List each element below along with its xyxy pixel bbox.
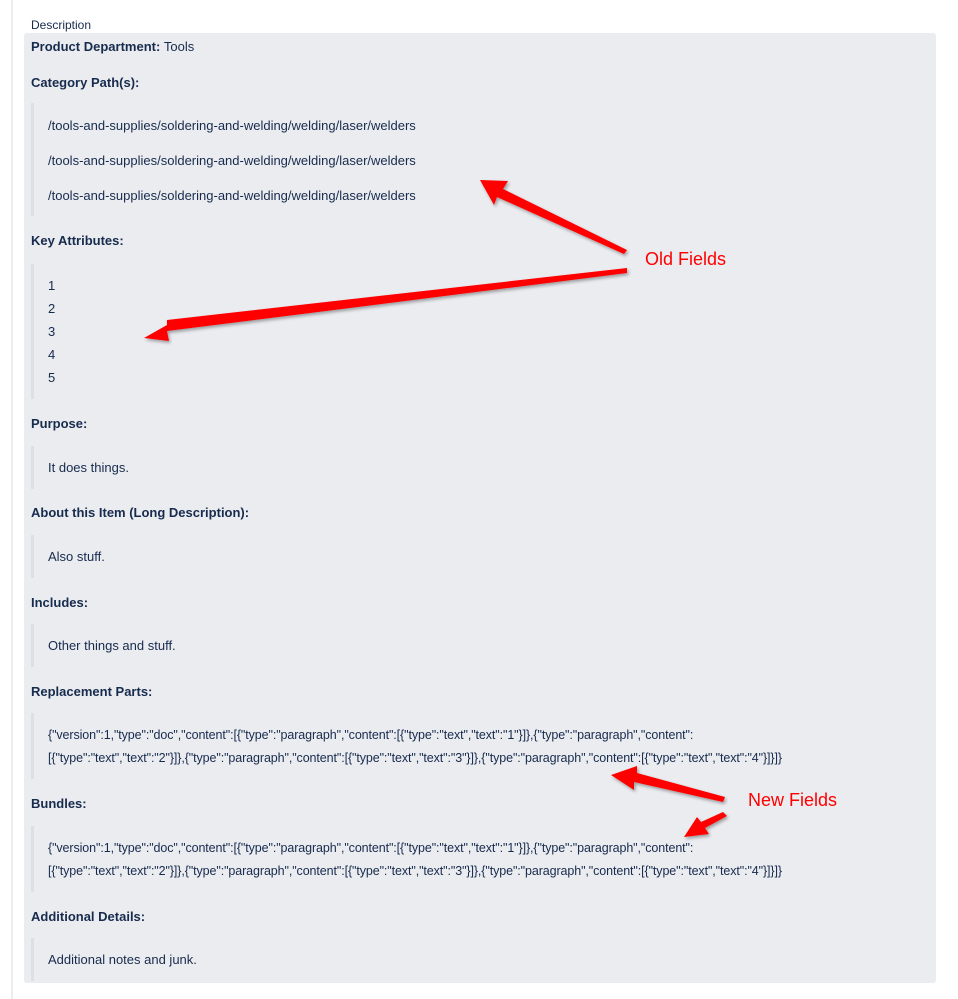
key-attribute-item: 3: [48, 324, 56, 339]
replacement-parts-json-line: [{"type":"text","text":"2"}]},{"type":"paragraph","content":[{"type":"text","text":"3"}]},{"type":"paragraph","content":[{"type":"text","text":"4"}]}]}: [48, 751, 782, 765]
includes-label: Includes:: [31, 595, 89, 610]
old-fields-arrow-icon: [144, 268, 627, 341]
replacement-parts-label: Replacement Parts:: [31, 684, 153, 699]
additional-details-value: Additional notes and junk.: [48, 952, 197, 967]
key-attribute-item: 2: [48, 301, 56, 316]
key-attribute-item: 4: [48, 347, 56, 362]
replacement-parts-json-line: {"version":1,"type":"doc","content":[{"type":"paragraph","content":[{"type":"text","text":"1"}]},{"type":"paragraph","content":: [48, 728, 694, 742]
key-attribute-item: 1: [48, 278, 56, 293]
product-department-value: Tools: [163, 39, 195, 54]
category-path-item: /tools-and-supplies/soldering-and-welding/welding/laser/welders: [48, 153, 416, 168]
new-fields-annotation: New Fields: [748, 790, 838, 810]
description-label: Description: [31, 18, 92, 32]
key-attribute-item: 5: [48, 370, 56, 385]
bundles-label: Bundles:: [31, 796, 87, 811]
key-attributes-label: Key Attributes:: [31, 233, 124, 248]
old-fields-annotation: Old Fields: [645, 249, 727, 269]
about-item-label: About this Item (Long Description):: [31, 505, 250, 520]
bundles-json-line: {"version":1,"type":"doc","content":[{"type":"paragraph","content":[{"type":"text","text":"1"}]},{"type":"paragraph","content":: [48, 841, 694, 855]
bundles-json-line: [{"type":"text","text":"2"}]},{"type":"paragraph","content":[{"type":"text","text":"3"}]},{"type":"paragraph","content":[{"type":"text","text":"4"}]}]}: [48, 864, 782, 878]
old-fields-arrow-icon: [480, 180, 627, 254]
new-fields-arrow-icon: [684, 812, 727, 837]
purpose-value: It does things.: [48, 460, 129, 475]
product-department-label: Product Department:: [31, 39, 161, 54]
category-path-item: /tools-and-supplies/soldering-and-welding/welding/laser/welders: [48, 188, 416, 203]
purpose-label: Purpose:: [31, 416, 88, 431]
includes-value: Other things and stuff.: [48, 638, 176, 653]
new-fields-arrow-icon: [611, 766, 725, 802]
category-path-item: /tools-and-supplies/soldering-and-welding/welding/laser/welders: [48, 118, 416, 133]
category-paths-label: Category Path(s):: [31, 75, 140, 90]
additional-details-label: Additional Details:: [31, 909, 146, 924]
about-item-value: Also stuff.: [48, 549, 105, 564]
